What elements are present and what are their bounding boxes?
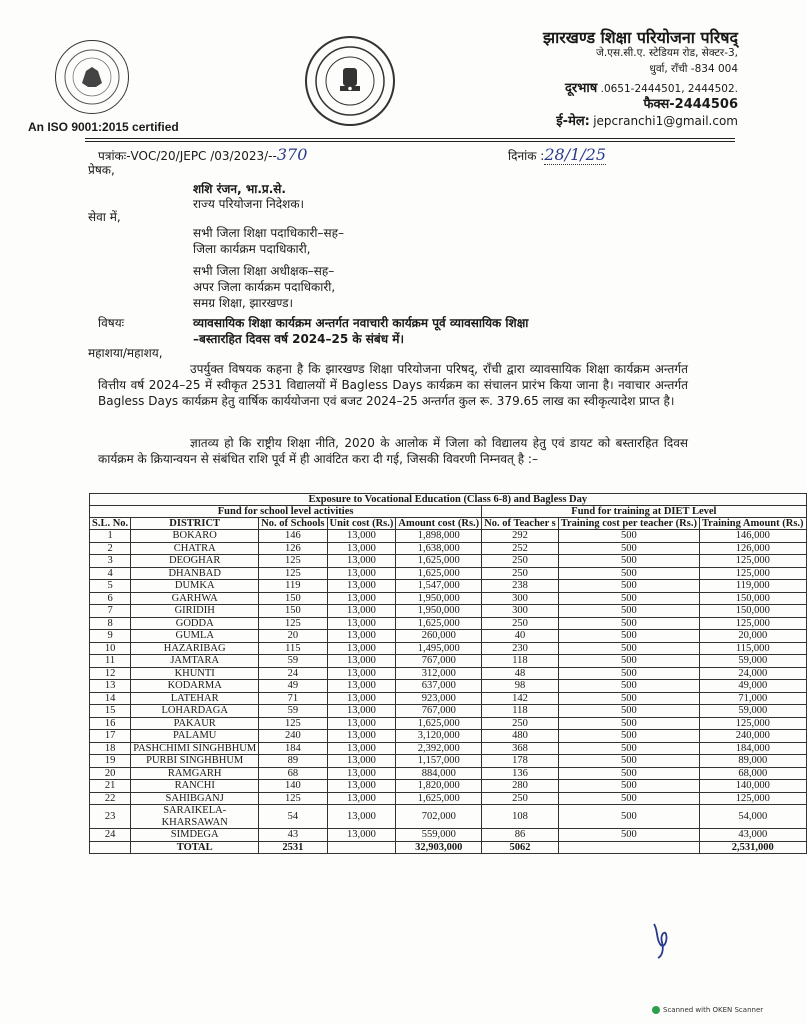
cell-training-amount: 115,000	[699, 642, 806, 655]
cell-training-amount: 54,000	[699, 805, 806, 829]
cell-unit-cost: 13,000	[327, 755, 396, 768]
cell-amount-cost: 1,638,000	[396, 542, 482, 555]
phone-label: दूरभाष	[565, 81, 598, 96]
cell-district: CHATRA	[131, 542, 259, 555]
cell-unit-cost: 13,000	[327, 742, 396, 755]
reference-prefix: पत्रांकः-VOC/20/JEPC /03/2023/--	[98, 149, 277, 163]
cell-schools: 115	[259, 642, 327, 655]
cell-training-amount: 184,000	[699, 742, 806, 755]
cell-teachers: 250	[482, 555, 559, 568]
cell-unit-cost: 13,000	[327, 642, 396, 655]
scanner-logo-icon	[652, 1006, 660, 1014]
org-address-line-2: धुर्वा, राँची -834 004	[649, 63, 738, 75]
cell-training-amount: 89,000	[699, 755, 806, 768]
date-handwritten: 28/1/25	[544, 145, 607, 164]
cell-unit-cost: 13,000	[327, 692, 396, 705]
cell-amount-cost: 1,625,000	[396, 567, 482, 580]
cell-training-amount: 126,000	[699, 542, 806, 555]
cell-unit-cost: 13,000	[327, 530, 396, 543]
cell-amount-cost: 1,625,000	[396, 555, 482, 568]
cell-district: GIRIDIH	[131, 605, 259, 618]
cell-training-amount: 68,000	[699, 767, 806, 780]
subject-label: विषयः	[98, 316, 125, 330]
cell-amount-cost: 2,392,000	[396, 742, 482, 755]
cell-training-amount: 71,000	[699, 692, 806, 705]
cell-sl-no: 5	[90, 580, 131, 593]
cell-schools: 59	[259, 705, 327, 718]
cell-amount-cost: 3,120,000	[396, 730, 482, 743]
cell-district: SARAIKELA-KHARSAWAN	[131, 805, 259, 829]
cell-amount-cost: 1,950,000	[396, 592, 482, 605]
table-row	[90, 780, 807, 793]
cell-unit-cost: 13,000	[327, 542, 396, 555]
cell-teachers: 48	[482, 667, 559, 680]
cell-training-cost: 500	[558, 717, 699, 730]
table-row	[90, 805, 807, 829]
table-row	[90, 530, 807, 543]
cell-teachers: 280	[482, 780, 559, 793]
header-schools: No. of Schools	[259, 518, 327, 530]
cell-schools: 43	[259, 829, 327, 842]
cell-district: DHANBAD	[131, 567, 259, 580]
cell-unit-cost: 13,000	[327, 592, 396, 605]
cell-training-amount: 150,000	[699, 605, 806, 618]
cell-teachers: 250	[482, 792, 559, 805]
cell-unit-cost: 13,000	[327, 580, 396, 593]
cell-amount-cost: 702,000	[396, 805, 482, 829]
cell-training-amount: 125,000	[699, 555, 806, 568]
reference-handwritten: 370	[276, 145, 308, 164]
cell-teachers: 368	[482, 742, 559, 755]
table-row	[90, 667, 807, 680]
header-district: DISTRICT	[131, 518, 259, 530]
cell-unit-cost: 13,000	[327, 630, 396, 643]
cell-teachers: 250	[482, 717, 559, 730]
cell-schools: 54	[259, 805, 327, 829]
cell-training-amount: 43,000	[699, 829, 806, 842]
cell-unit-cost: 13,000	[327, 792, 396, 805]
cell-sl-no: 19	[90, 755, 131, 768]
total-label: TOTAL	[131, 841, 259, 853]
cell-sl-no: 8	[90, 617, 131, 630]
cell-district: LOHARDAGA	[131, 705, 259, 718]
cell-schools: 126	[259, 542, 327, 555]
cell-schools: 89	[259, 755, 327, 768]
cell-sl-no: 23	[90, 805, 131, 829]
cell-unit-cost: 13,000	[327, 829, 396, 842]
cell-teachers: 118	[482, 655, 559, 668]
government-seal	[305, 36, 395, 126]
cell-unit-cost: 13,000	[327, 667, 396, 680]
cell-unit-cost: 13,000	[327, 655, 396, 668]
cell-unit-cost: 13,000	[327, 730, 396, 743]
header-amount-cost: Amount cost (Rs.)	[396, 518, 482, 530]
cell-schools: 150	[259, 605, 327, 618]
org-fax: फैक्स-2444506	[643, 97, 738, 112]
table-row	[90, 630, 807, 643]
table-group-diet: Fund for training at DIET Level	[482, 506, 806, 518]
cell-schools: 125	[259, 567, 327, 580]
table-row	[90, 742, 807, 755]
cell-teachers: 250	[482, 567, 559, 580]
cell-sl-no: 24	[90, 829, 131, 842]
total-schools: 2531	[259, 841, 327, 853]
cell-training-cost: 500	[558, 829, 699, 842]
table-row	[90, 705, 807, 718]
table-row	[90, 592, 807, 605]
cell-sl-no: 15	[90, 705, 131, 718]
table-row	[90, 680, 807, 693]
cell-training-amount: 146,000	[699, 530, 806, 543]
table-title: Exposure to Vocational Education (Class 6-8) and Bagless Day	[90, 494, 807, 506]
cell-training-cost: 500	[558, 630, 699, 643]
cell-training-cost: 500	[558, 780, 699, 793]
cell-sl-no: 1	[90, 530, 131, 543]
cell-training-amount: 125,000	[699, 792, 806, 805]
cell-schools: 125	[259, 555, 327, 568]
cell-district: PAKAUR	[131, 717, 259, 730]
cell-sl-no: 13	[90, 680, 131, 693]
cell-schools: 125	[259, 617, 327, 630]
cell-district: LATEHAR	[131, 692, 259, 705]
signature-scribble-icon	[650, 920, 674, 960]
table-row	[90, 829, 807, 842]
cell-district: HAZARIBAG	[131, 642, 259, 655]
total-empty-unit	[327, 841, 396, 853]
cell-teachers: 480	[482, 730, 559, 743]
reference-number	[98, 147, 307, 164]
cell-district: PURBI SINGHBHUM	[131, 755, 259, 768]
cell-teachers: 86	[482, 829, 559, 842]
cell-teachers: 136	[482, 767, 559, 780]
cell-amount-cost: 767,000	[396, 655, 482, 668]
cell-district: PASHCHIMI SINGHBHUM	[131, 742, 259, 755]
cell-unit-cost: 13,000	[327, 605, 396, 618]
cell-schools: 24	[259, 667, 327, 680]
cell-schools: 49	[259, 680, 327, 693]
cell-sl-no: 16	[90, 717, 131, 730]
cell-district: RANCHI	[131, 780, 259, 793]
cell-training-amount: 125,000	[699, 617, 806, 630]
cell-training-cost: 500	[558, 705, 699, 718]
cell-schools: 140	[259, 780, 327, 793]
cell-amount-cost: 1,950,000	[396, 605, 482, 618]
cell-district: BOKARO	[131, 530, 259, 543]
cell-training-amount: 240,000	[699, 730, 806, 743]
cell-unit-cost: 13,000	[327, 717, 396, 730]
cell-teachers: 142	[482, 692, 559, 705]
cell-training-amount: 140,000	[699, 780, 806, 793]
cell-sl-no: 17	[90, 730, 131, 743]
table-row	[90, 542, 807, 555]
subject-line-2: –बस्तारहित दिवस वर्ष 2024–25 के संबंध में।	[193, 332, 405, 346]
table-row	[90, 555, 807, 568]
cell-teachers: 238	[482, 580, 559, 593]
cell-sl-no: 2	[90, 542, 131, 555]
total-teachers: 5062	[482, 841, 559, 853]
sender-title: राज्य परियोजना निदेशक।	[193, 197, 305, 211]
table-row	[90, 755, 807, 768]
table-row	[90, 717, 807, 730]
org-address-line-1: जे.एस.सी.ए. स्टेडियम रोड, सेक्टर-3,	[596, 47, 738, 59]
total-training-amount: 2,531,000	[699, 841, 806, 853]
table-row	[90, 567, 807, 580]
cell-schools: 125	[259, 717, 327, 730]
phone-number: .0651-2444501, 2444502.	[600, 83, 738, 95]
cell-sl-no: 10	[90, 642, 131, 655]
jepc-emblem-icon	[62, 47, 122, 107]
cell-sl-no: 7	[90, 605, 131, 618]
cell-training-amount: 49,000	[699, 680, 806, 693]
recipient-2-line-2: अपर जिला कार्यक्रम पदाधिकारी,	[193, 280, 336, 294]
cell-training-cost: 500	[558, 692, 699, 705]
recipient-1-line-2: जिला कार्यक्रम पदाधिकारी,	[193, 242, 311, 256]
cell-district: SIMDEGA	[131, 829, 259, 842]
cell-teachers: 98	[482, 680, 559, 693]
cell-training-amount: 125,000	[699, 567, 806, 580]
recipient-1-line-1: सभी जिला शिक्षा पदाधिकारी–सह–	[193, 226, 344, 240]
cell-unit-cost: 13,000	[327, 567, 396, 580]
table-row	[90, 642, 807, 655]
header-training-cost: Training cost per teacher (Rs.)	[558, 518, 699, 530]
cell-schools: 71	[259, 692, 327, 705]
recipient-2-line-3: समग्र शिक्षा, झारखण्ड।	[193, 296, 294, 310]
cell-training-cost: 500	[558, 542, 699, 555]
cell-unit-cost: 13,000	[327, 617, 396, 630]
table-row	[90, 655, 807, 668]
cell-training-cost: 500	[558, 805, 699, 829]
cell-unit-cost: 13,000	[327, 767, 396, 780]
cell-unit-cost: 13,000	[327, 680, 396, 693]
org-name: झारखण्ड शिक्षा परियोजना परिषद्	[543, 28, 738, 47]
cell-sl-no: 22	[90, 792, 131, 805]
cell-teachers: 292	[482, 530, 559, 543]
cell-schools: 240	[259, 730, 327, 743]
cell-district: PALAMU	[131, 730, 259, 743]
cell-sl-no: 6	[90, 592, 131, 605]
table-body	[90, 530, 807, 842]
cell-sl-no: 11	[90, 655, 131, 668]
table-row	[90, 730, 807, 743]
cell-training-cost: 500	[558, 567, 699, 580]
cell-district: JAMTARA	[131, 655, 259, 668]
cell-training-cost: 500	[558, 667, 699, 680]
header-sl-no: S.L. No.	[90, 518, 131, 530]
cell-district: GUMLA	[131, 630, 259, 643]
cell-district: RAMGARH	[131, 767, 259, 780]
cell-schools: 125	[259, 792, 327, 805]
cell-amount-cost: 923,000	[396, 692, 482, 705]
cell-amount-cost: 637,000	[396, 680, 482, 693]
cell-district: SAHIBGANJ	[131, 792, 259, 805]
cell-district: KODARMA	[131, 680, 259, 693]
cell-teachers: 252	[482, 542, 559, 555]
total-amount: 32,903,000	[396, 841, 482, 853]
cell-amount-cost: 767,000	[396, 705, 482, 718]
table-row	[90, 580, 807, 593]
fund-allocation-table	[89, 493, 807, 854]
cell-sl-no: 20	[90, 767, 131, 780]
recipient-2-line-1: सभी जिला शिक्षा अधीक्षक–सह–	[193, 264, 335, 278]
table-total-row	[90, 841, 807, 853]
cell-sl-no: 9	[90, 630, 131, 643]
cell-unit-cost: 13,000	[327, 805, 396, 829]
cell-training-cost: 500	[558, 580, 699, 593]
cell-unit-cost: 13,000	[327, 555, 396, 568]
header-training-amount: Training Amount (Rs.)	[699, 518, 806, 530]
cell-schools: 59	[259, 655, 327, 668]
cell-training-cost: 500	[558, 605, 699, 618]
cell-teachers: 108	[482, 805, 559, 829]
cell-training-cost: 500	[558, 755, 699, 768]
subject-line-1: व्यावसायिक शिक्षा कार्यक्रम अन्तर्गत नवाचारी कार्यक्रम पूर्व व्यावसायिक शिक्षा	[193, 316, 529, 330]
cell-training-amount: 59,000	[699, 705, 806, 718]
cell-amount-cost: 1,625,000	[396, 617, 482, 630]
cell-training-cost: 500	[558, 767, 699, 780]
cell-district: KHUNTI	[131, 667, 259, 680]
sender-name: शशि रंजन, भा.प्र.से.	[193, 182, 286, 196]
cell-training-amount: 125,000	[699, 717, 806, 730]
cell-schools: 119	[259, 580, 327, 593]
cell-district: DUMKA	[131, 580, 259, 593]
table-row	[90, 692, 807, 705]
cell-teachers: 250	[482, 617, 559, 630]
body-paragraph-1: उपर्युक्त विषयक कहना है कि झारखण्ड शिक्षा परियोजना परिषद्, राँची द्वारा व्यावसायिक शिक्षा कार्यक्रम अन्तर्गत वित्तीय वर्ष 2024–25 में स्वीकृत 2531 विद्यालयों में Bagless Days कार्यक्रम का संचालन प्रारंभ किया जाना है। नवाचार अन्तर्गत Bagless Days कार्यक्रम हेतु वार्षिक कार्ययोजना एवं बजट 2024–25 अन्तर्गत कुल रू. 379.65 लाख का स्वीकृत्यादेश प्राप्त है।	[98, 362, 688, 408]
cell-amount-cost: 1,547,000	[396, 580, 482, 593]
cell-sl-no: 12	[90, 667, 131, 680]
cell-schools: 184	[259, 742, 327, 755]
cell-training-cost: 500	[558, 530, 699, 543]
cell-amount-cost: 1,898,000	[396, 530, 482, 543]
ashoka-emblem-icon	[313, 44, 387, 118]
signature-mark	[650, 920, 674, 968]
cell-amount-cost: 1,625,000	[396, 792, 482, 805]
cell-training-amount: 24,000	[699, 667, 806, 680]
cell-teachers: 40	[482, 630, 559, 643]
email-label: ई-मेल:	[556, 114, 590, 129]
cell-training-cost: 500	[558, 730, 699, 743]
table-group-school: Fund for school level activities	[90, 506, 482, 518]
cell-training-cost: 500	[558, 617, 699, 630]
letter-date	[508, 147, 606, 164]
iso-certification: An ISO 9001:2015 certified	[28, 120, 179, 134]
cell-amount-cost: 1,820,000	[396, 780, 482, 793]
cell-training-amount: 59,000	[699, 655, 806, 668]
cell-district: GARHWA	[131, 592, 259, 605]
cell-unit-cost: 13,000	[327, 705, 396, 718]
header-teachers: No. of Teacher s	[482, 518, 559, 530]
date-label: दिनांक :	[508, 149, 545, 163]
cell-training-cost: 500	[558, 592, 699, 605]
cell-amount-cost: 1,495,000	[396, 642, 482, 655]
cell-amount-cost: 1,625,000	[396, 717, 482, 730]
sender-label: प्रेषक,	[88, 163, 115, 177]
cell-training-cost: 500	[558, 655, 699, 668]
cell-training-cost: 500	[558, 555, 699, 568]
salutation: महाशया/महाशय,	[88, 346, 163, 360]
table-row	[90, 617, 807, 630]
cell-teachers: 300	[482, 605, 559, 618]
total-empty-cell	[90, 841, 131, 853]
cell-training-cost: 500	[558, 742, 699, 755]
header-unit-cost: Unit cost (Rs.)	[327, 518, 396, 530]
cell-schools: 150	[259, 592, 327, 605]
cell-teachers: 178	[482, 755, 559, 768]
cell-district: DEOGHAR	[131, 555, 259, 568]
cell-unit-cost: 13,000	[327, 780, 396, 793]
cell-teachers: 300	[482, 592, 559, 605]
cell-amount-cost: 1,157,000	[396, 755, 482, 768]
cell-district: GODDA	[131, 617, 259, 630]
recipient-label: सेवा में,	[88, 210, 121, 224]
cell-schools: 146	[259, 530, 327, 543]
cell-sl-no: 14	[90, 692, 131, 705]
cell-amount-cost: 312,000	[396, 667, 482, 680]
cell-training-cost: 500	[558, 792, 699, 805]
email-address: jepcranchi1@gmail.com	[593, 114, 738, 128]
total-empty-tcost	[558, 841, 699, 853]
cell-sl-no: 18	[90, 742, 131, 755]
cell-teachers: 230	[482, 642, 559, 655]
table-row	[90, 792, 807, 805]
cell-amount-cost: 559,000	[396, 829, 482, 842]
cell-training-amount: 119,000	[699, 580, 806, 593]
scanner-text: Scanned with OKEN Scanner	[663, 1006, 764, 1014]
cell-teachers: 118	[482, 705, 559, 718]
cell-training-cost: 500	[558, 680, 699, 693]
table-row	[90, 767, 807, 780]
cell-training-amount: 150,000	[699, 592, 806, 605]
jepc-logo	[55, 40, 129, 114]
cell-sl-no: 4	[90, 567, 131, 580]
org-email	[556, 111, 738, 129]
cell-schools: 68	[259, 767, 327, 780]
cell-training-cost: 500	[558, 642, 699, 655]
cell-sl-no: 3	[90, 555, 131, 568]
cell-amount-cost: 884,000	[396, 767, 482, 780]
body-paragraph-2: ज्ञातव्य हो कि राष्ट्रीय शिक्षा नीति, 2020 के आलोक में जिला को विद्यालय हेतु एवं डायट को बस्तारहित दिवस कार्यक्रम के क्रियान्वयन से संबंधित राशि पूर्व में ही आवंटित करा दी गई, जिसकी विवरणी निम्नवत् है :–	[98, 436, 688, 466]
cell-sl-no: 21	[90, 780, 131, 793]
cell-training-amount: 20,000	[699, 630, 806, 643]
table-row	[90, 605, 807, 618]
header-divider-thin	[85, 141, 735, 142]
scanner-watermark	[652, 1006, 763, 1014]
header-divider	[85, 138, 735, 139]
cell-amount-cost: 260,000	[396, 630, 482, 643]
cell-schools: 20	[259, 630, 327, 643]
